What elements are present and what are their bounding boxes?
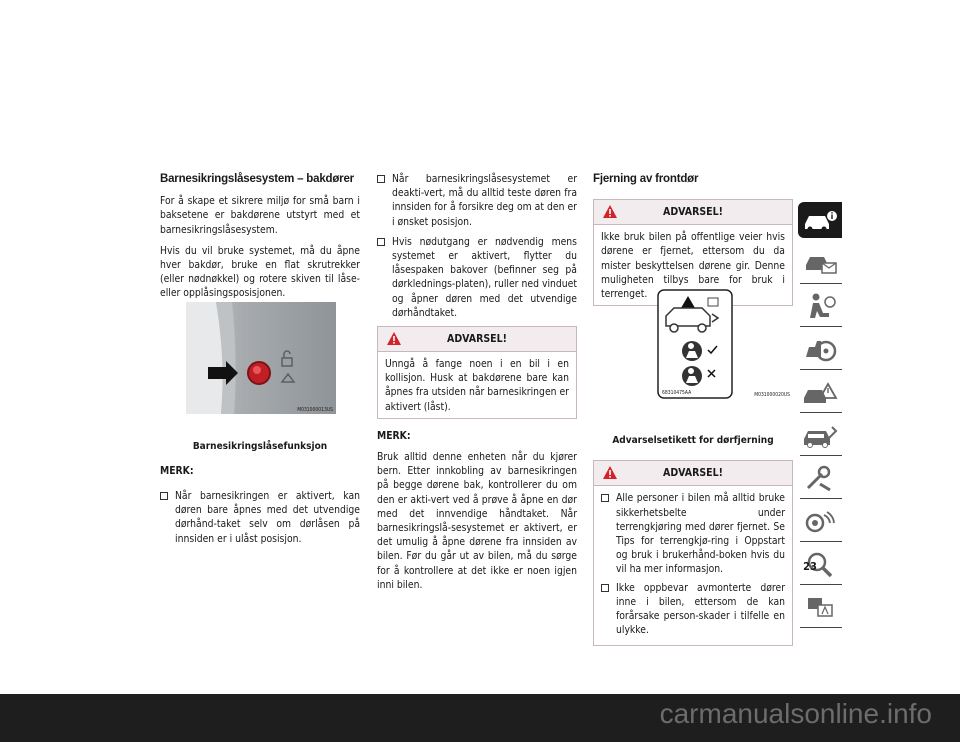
section-heading-door-removal: Fjerning av frontdør: [593, 173, 699, 185]
tab-service[interactable]: [798, 417, 842, 453]
column-3: [593, 172, 793, 646]
list-item: Når barnesikringen er aktivert, kan døren bare åpnes med det utvendige dørhånd-taket selv om dørlåsen på innsiden er i ulåst posisjon.: [160, 489, 360, 546]
tab-messages[interactable]: [798, 245, 842, 281]
footer-watermark[interactable]: carmanualsonline.info: [659, 698, 932, 729]
bullet-list: [160, 489, 360, 546]
warning-text: Unngå å fange noen i en bil i en kollisjon. Husk at bakdørene bare kan åpnes fra utsiden når barnesikringen er aktivert (låst).: [385, 358, 569, 413]
footer-bar: [0, 694, 960, 742]
steering-wheel-icon: [798, 331, 842, 367]
child-lock-photo: [186, 302, 336, 414]
warning-box: [593, 460, 793, 646]
figure-code: M031000020US: [754, 392, 790, 398]
tab-car-info[interactable]: [798, 202, 842, 238]
warning-header: ADVARSEL!: [378, 327, 576, 352]
seat-airbag-icon: [798, 288, 842, 324]
paragraph: Hvis du vil bruke systemet, må du åpne hver bakdør, bruke en flat skrutrekker (eller nødnøkkel) og rotere skiven til låse- eller opplåsingsposisjonen.: [160, 244, 360, 300]
figure-caption: Barnesikringslåsefunksjon: [192, 440, 328, 452]
note-label: MERK:: [377, 429, 411, 442]
tab-driving[interactable]: [798, 331, 842, 367]
media-icon: [798, 503, 842, 539]
warning-box: [377, 326, 577, 419]
label-part-number: 68310475AA: [662, 390, 692, 396]
list-item: Alle personer i bilen må alltid bruke sikkerhetsbelte under terrengkjøring med dører fjernet. Se Tips for terrengkjø-ring i Oppstart og bruk i brukerhånd-boken hvis du vil ha mer informasjon.: [601, 491, 785, 576]
list-item: Når barnesikringslåsesystemet er deakti-vert, må du alltid teste døren fra innsiden for å forsikre deg om at den er i ønsket posisjon.: [377, 172, 577, 229]
warning-header: ADVARSEL!: [594, 200, 792, 225]
tab-technical[interactable]: [798, 460, 842, 496]
square-bullet-icon: [377, 175, 385, 183]
tab-multimedia[interactable]: [798, 503, 842, 539]
figure-code: M031000013US: [297, 407, 333, 413]
square-bullet-icon: [377, 238, 385, 246]
note-label: MERK:: [160, 464, 194, 477]
service-car-icon: [798, 417, 842, 453]
language-icon: [798, 589, 842, 625]
message-icon: [798, 245, 842, 281]
list-item: Hvis nødutgang er nødvendig mens systemet er aktivert, flytter du låsespaken bakover (befinner seg på dørklednings-platen), ruller ned vinduet og åpner døren med det utvendige dørhåndtaket.: [377, 235, 577, 320]
list-item: Ikke oppbevar avmonterte dører inne i bilen, ettersom de kan forårsake person-skader i tilfelle en ulykke.: [601, 581, 785, 638]
door-removal-label-figure: [600, 288, 790, 400]
square-bullet-icon: [601, 494, 609, 502]
warning-header: ADVARSEL!: [594, 461, 792, 486]
tab-languages[interactable]: [798, 589, 842, 625]
page-number: 23: [803, 560, 817, 573]
paragraph: For å skape et sikrere miljø for små barn i baksetene er bakdørene utstyrt med et barnesikringslåsesystem.: [160, 195, 360, 236]
square-bullet-icon: [160, 492, 168, 500]
column-2: [377, 172, 577, 599]
warning-text: Ikke bruk bilen på offentlige veier hvis dørene er fjernet, ettersom du da mister beskyttelsen dørene gir. Denne muligheten tilbys bare for bruk i terrenget.: [601, 231, 785, 301]
tab-emergency[interactable]: [798, 374, 842, 410]
note-text: Bruk alltid denne enheten når du kjører bern. Etter innkobling av barnesikringen på begge dørene bak, kontrollerer du om den er akti-vert ved å prøve å åpne en dør med det innvendige håndtaket. Når barnesikringslå-sesystemet er aktivert, er det umulig å åpne dørene fra innsiden av bilen. Før du går ut av bilen, må du sørge for å kontrollere at det ikke er noen igjen inni bilen.: [377, 451, 577, 591]
bullet-list: [601, 491, 785, 637]
tools-icon: [798, 460, 842, 496]
warning-triangle-icon: [602, 204, 618, 219]
warning-car-icon: [798, 374, 842, 410]
section-heading-child-lock: Barnesikringslåsesystem – bakdører: [160, 173, 354, 185]
warning-triangle-icon: [602, 465, 618, 480]
bullet-list: [377, 172, 577, 320]
square-bullet-icon: [601, 584, 609, 592]
warning-triangle-icon: [386, 331, 402, 346]
tab-safety[interactable]: [798, 288, 842, 324]
figure-caption: Advarselsetikett for dørfjerning: [612, 435, 774, 447]
car-info-icon: [798, 202, 842, 238]
